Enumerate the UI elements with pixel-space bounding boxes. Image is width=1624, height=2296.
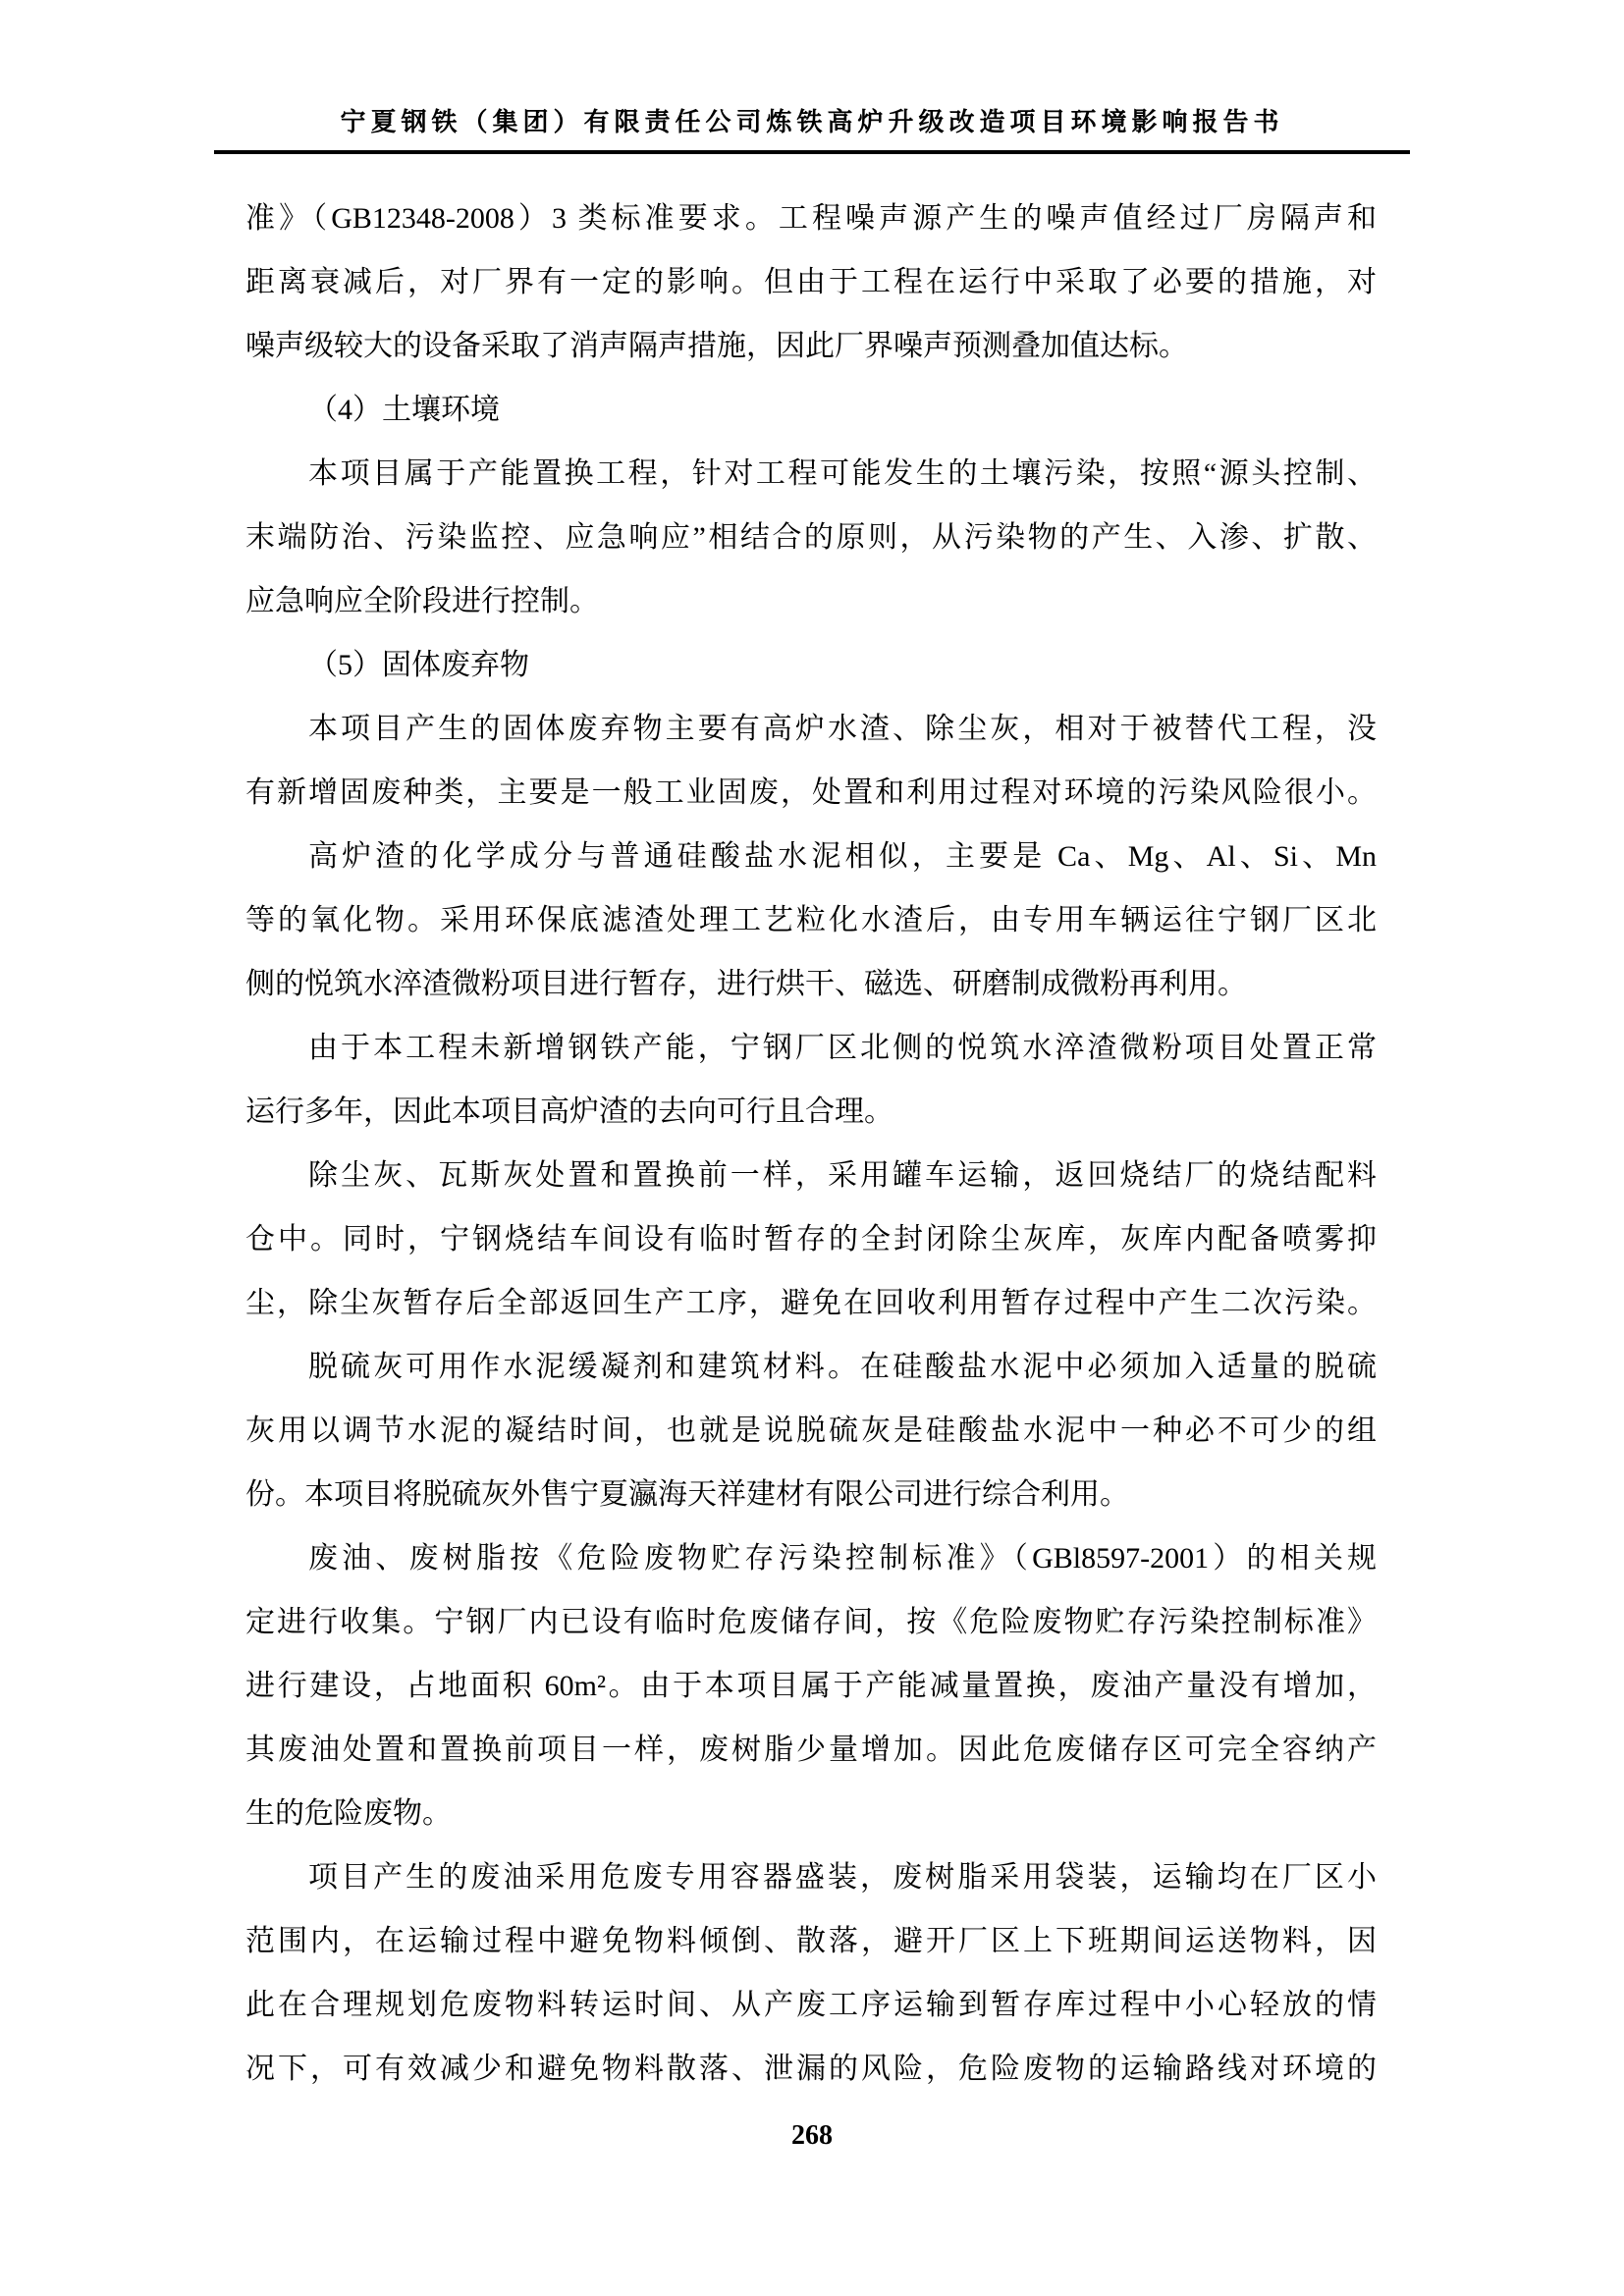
page-number: 268 — [791, 2120, 833, 2151]
header-rule-divider — [214, 150, 1410, 154]
text-line: 生的危险废物。 — [245, 1797, 452, 1830]
text-line: 侧的悦筑水淬渣微粉项目进行暂存，进行烘干、磁选、研磨制成微粉再利用。 — [245, 968, 1247, 1000]
text-line: 此在合理规划危废物料转运时间、从产废工序运输到暂存库过程中小心轻放的情 — [245, 1989, 1377, 2021]
text-line: 范围内，在运输过程中避免物料倾倒、散落，避开厂区上下班期间运送物料，因 — [245, 1925, 1377, 1957]
page-header-title: 宁夏钢铁（集团）有限责任公司炼铁高炉升级改造项目环境影响报告书 — [340, 108, 1284, 136]
text-line: 况下，可有效减少和避免物料散落、泄漏的风险，危险废物的运输路线对环境的 — [245, 2053, 1377, 2085]
text-line: 废油、废树脂按《危险废物贮存污染控制标准》（GBl8597-2001）的相关规 — [308, 1542, 1377, 1575]
text-line: 定进行收集。宁钢厂内已设有临时危废储存间，按《危险废物贮存污染控制标准》 — [245, 1606, 1377, 1638]
text-line: 除尘灰、瓦斯灰处置和置换前一样，采用罐车运输，返回烧结厂的烧结配料 — [308, 1159, 1377, 1192]
document-body — [245, 187, 1377, 2101]
text-line: 距离衰减后，对厂界有一定的影响。但由于工程在运行中采取了必要的措施，对 — [245, 266, 1377, 298]
text-line: 运行多年，因此本项目高炉渣的去向可行且合理。 — [245, 1095, 893, 1128]
text-line: 有新增固废种类，主要是一般工业固废，处置和利用过程对环境的污染风险很小。 — [245, 776, 1377, 809]
text-line: 等的氧化物。采用环保底滤渣处理工艺粒化水渣后，由专用车辆运往宁钢厂区北 — [245, 904, 1377, 936]
text-line: 进行建设，占地面积 60m²。由于本项目属于产能减量置换，废油产量没有增加， — [245, 1670, 1377, 1702]
text-line: 末端防治、污染监控、应急响应”相结合的原则，从污染物的产生、入渗、扩散、 — [245, 521, 1377, 554]
text-line: 脱硫灰可用作水泥缓凝剂和建筑材料。在硅酸盐水泥中必须加入适量的脱硫 — [308, 1351, 1377, 1383]
text-line: （5）固体废弃物 — [308, 649, 529, 681]
text-line: 由于本工程未新增钢铁产能，宁钢厂区北侧的悦筑水淬渣微粉项目处置正常 — [308, 1032, 1377, 1064]
text-line: 应急响应全阶段进行控制。 — [245, 585, 599, 617]
text-line: 其废油处置和置换前项目一样，废树脂少量增加。因此危废储存区可完全容纳产 — [245, 1734, 1377, 1766]
text-line: 灰用以调节水泥的凝结时间，也就是说脱硫灰是硅酸盐水泥中一种必不可少的组 — [245, 1415, 1377, 1447]
text-line: 本项目属于产能置换工程，针对工程可能发生的土壤污染，按照“源头控制、 — [308, 457, 1377, 490]
text-line: 本项目产生的固体废弃物主要有高炉水渣、除尘灰，相对于被替代工程，没 — [308, 713, 1377, 745]
text-line: 准》（GB12348-2008）3 类标准要求。工程噪声源产生的噪声值经过厂房隔声和 — [245, 202, 1377, 235]
text-line: 仓中。同时，宁钢烧结车间设有临时暂存的全封闭除尘灰库，灰库内配备喷雾抑 — [245, 1223, 1377, 1255]
text-line: （4）土壤环境 — [308, 394, 500, 426]
text-line: 噪声级较大的设备采取了消声隔声措施，因此厂界噪声预测叠加值达标。 — [245, 330, 1188, 362]
text-line: 项目产生的废油采用危废专用容器盛装，废树脂采用袋装，运输均在厂区小 — [308, 1861, 1377, 1894]
text-line: 高炉渣的化学成分与普通硅酸盐水泥相似，主要是 Ca、Mg、Al、Si、Mn — [308, 840, 1377, 873]
text-line: 份。本项目将脱硫灰外售宁夏瀛海天祥建材有限公司进行综合利用。 — [245, 1478, 1129, 1511]
text-line: 尘，除尘灰暂存后全部返回生产工序，避免在回收利用暂存过程中产生二次污染。 — [245, 1287, 1377, 1319]
